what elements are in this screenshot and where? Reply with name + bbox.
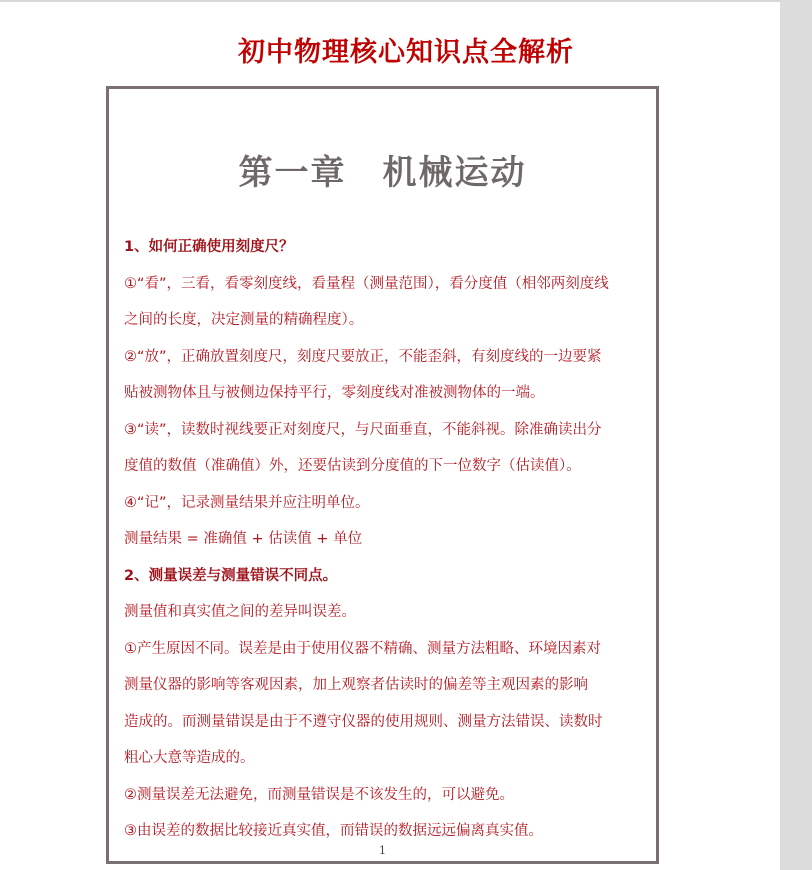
text-line: ③“读”，读数时视线要正对刻度尺，与尺面垂直，不能斜视。除准确读出分 bbox=[124, 421, 602, 438]
text-line: 测量仪器的影响等客观因素，加上观察者估读时的偏差等主观因素的影响 bbox=[124, 677, 588, 693]
text-line: 贴被测物体且与被侧边保持平行，零刻度线对准被测物体的一端。 bbox=[124, 385, 545, 401]
text-line: ③由误差的数据比较接近真实值，而错误的数据远远偏离真实值。 bbox=[124, 823, 543, 839]
text-line: 之间的长度，决定测量的精确程度）。 bbox=[124, 312, 364, 328]
text-line: ②“放”，正确放置刻度尺，刻度尺要放正，不能歪斜，有刻度线的一边要紧 bbox=[124, 348, 602, 365]
text-line: ②测量误差无法避免，而测量错误是不该发生的，可以避免。 bbox=[124, 786, 514, 803]
chapter-title: 第一章 机械运动 bbox=[238, 153, 527, 193]
text-line: 造成的。而测量错误是由于不遵守仪器的使用规则、测量方法错误、读数时 bbox=[124, 713, 603, 730]
top-edge bbox=[0, 0, 780, 2]
section-heading: 2、测量误差与测量错误不同点。 bbox=[124, 567, 338, 584]
page-content bbox=[124, 229, 654, 850]
page-number: 1 bbox=[379, 844, 386, 857]
text-line: ①产生原因不同。误差是由于使用仪器不精确、测量方法粗略、环境因素对 bbox=[124, 640, 601, 657]
scrollbar-track[interactable] bbox=[780, 0, 812, 870]
banner-title: 初中物理核心知识点全解析 bbox=[238, 37, 574, 68]
text-line: 测量结果 = 准确值 + 估读值 + 单位 bbox=[124, 531, 363, 547]
text-line: 度值的数值（准确值）外，还要估读到分度值的下一位数字（估读值）。 bbox=[124, 458, 581, 474]
section-heading: 1、如何正确使用刻度尺？ bbox=[124, 239, 294, 255]
text-line: 测量值和真实值之间的差异叫误差。 bbox=[124, 604, 356, 620]
text-line: ①“看”，三看，看零刻度线，看量程（测量范围），看分度值（相邻两刻度线 bbox=[124, 275, 609, 292]
text-line: 粗心大意等造成的。 bbox=[124, 750, 255, 766]
document-page bbox=[106, 86, 659, 864]
text-line: ④“记”，记录测量结果并应注明单位。 bbox=[124, 494, 370, 511]
